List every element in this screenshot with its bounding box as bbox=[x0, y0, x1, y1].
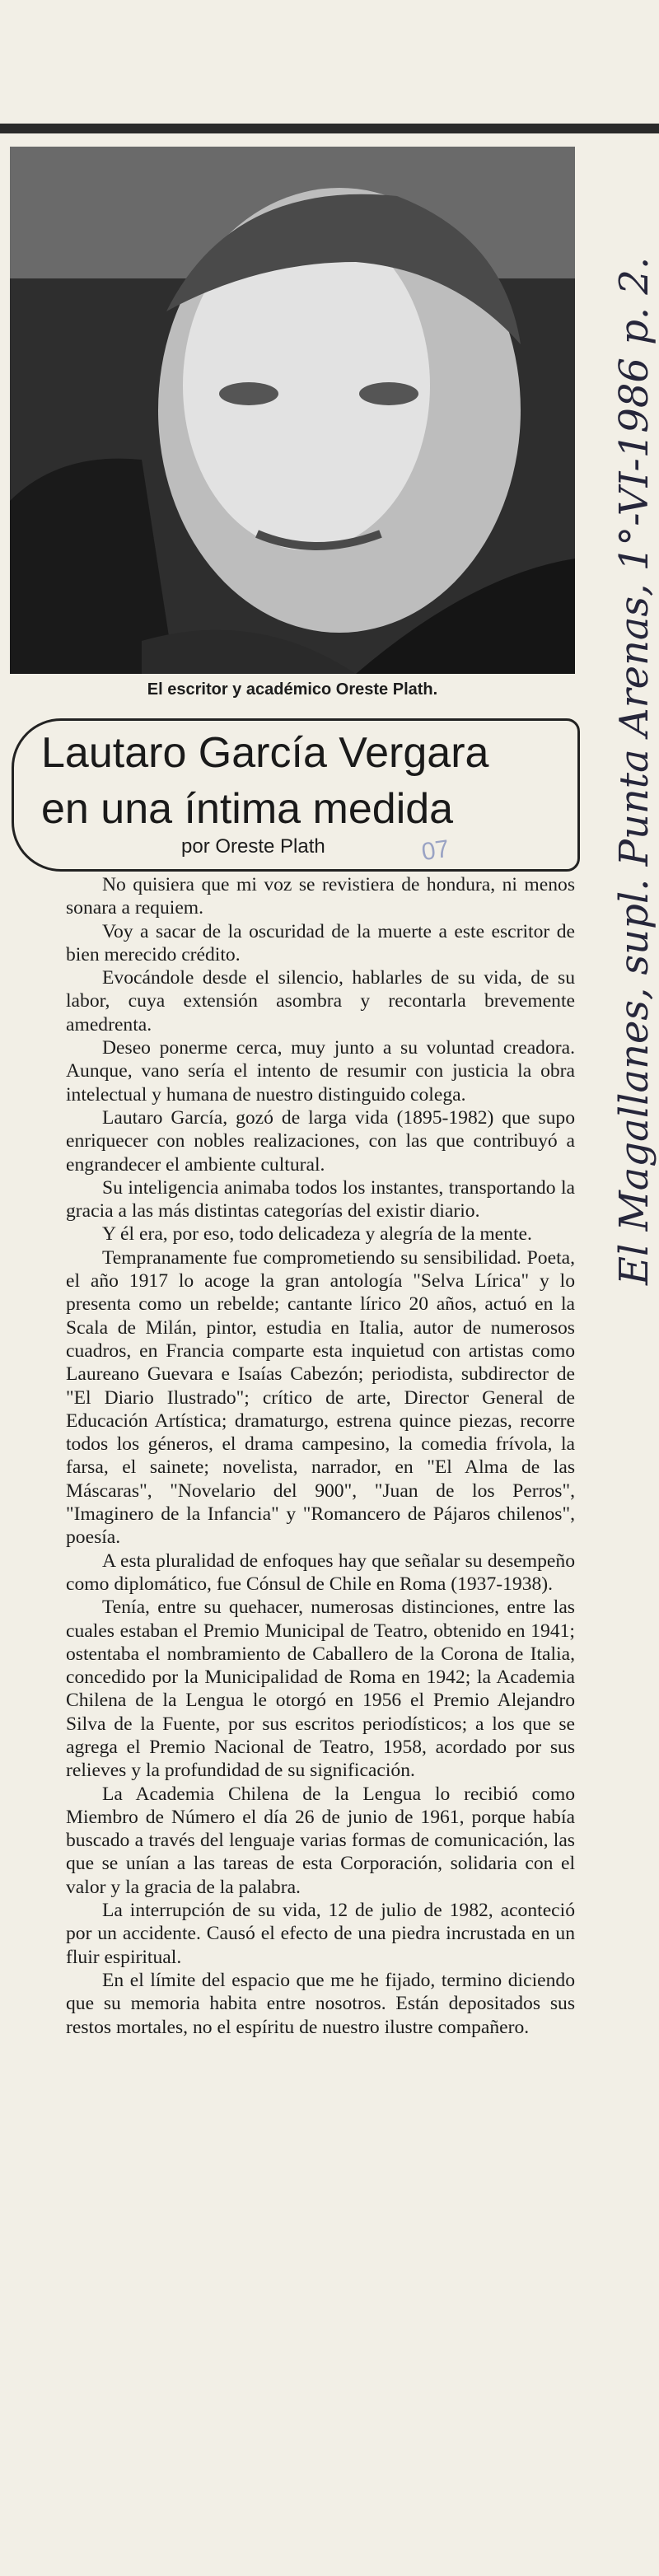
article-body bbox=[66, 873, 575, 2039]
archive-stamp: 07 bbox=[419, 835, 451, 867]
handwritten-note-text: El Magallanes, supl. Punta Arenas, 1°-VI-1986 p. 2. bbox=[611, 256, 657, 1285]
paragraph: Deseo ponerme cerca, muy junto a su voluntad creadora. Aunque, vano sería el intento de resumir con justicia la obra intelectual y humana de nuestro distinguido colega. bbox=[66, 1037, 575, 1106]
top-rule bbox=[0, 124, 659, 133]
title-line-2: en una íntima medida bbox=[41, 785, 454, 833]
paragraph: Tenía, entre su quehacer, numerosas distinciones, entre las cuales estaban el Premio Municipal de Teatro, obtenido en 1941; ostentaba el nombramiento de Caballero de la Corona de Italia, concedido por la Municipalidad de Roma en 1942; la Academia Chilena de la Lengua le otorgó en 1956 el Premio Alejandro Silva de la Fuente, por sus escritos periodísticos; a los que se agrega el Premio Nacional de Teatro, 1958, acordado por sus relieves y la profundidad de su significación. bbox=[66, 1597, 575, 1782]
paragraph: La interrupción de su vida, 12 de julio de 1982, aconteció por un accidente. Causó el efecto de una piedra incrustada en un fluir espiritual. bbox=[66, 1900, 575, 1968]
article-title bbox=[41, 725, 568, 837]
photo-caption: El escritor y académico Oreste Plath. bbox=[147, 680, 438, 699]
paragraph: A esta pluralidad de enfoques hay que señalar su desempeño como diplomático, fue Cónsul de Chile en Roma (1937-1938). bbox=[66, 1550, 575, 1595]
paragraph: Evocándole desde el silencio, hablarles de su vida, de su labor, cuya extensión asombra y recontarla brevemente amedrenta. bbox=[66, 967, 575, 1036]
paragraph: En el límite del espacio que me he fijado, termino diciendo que su memoria habita entre nosotros. Están depositados sus restos mortales, no el espíritu de nuestro ilustre compañero. bbox=[66, 1969, 575, 2038]
paragraph: No quisiera que mi voz se revistiera de hondura, ni menos sonara a requiem. bbox=[66, 874, 575, 919]
byline: por Oreste Plath bbox=[181, 835, 325, 858]
paragraph: Tempranamente fue comprometiendo su sensibilidad. Poeta, el año 1917 lo acoge la gran antología "Selva Lírica" y lo presenta como un rebelde; cantante lírico 20 años, actuó en la Scala de Milán, pintor, estudia en Italia, autor de numerosos cuadros, en Francia comparte esta inquietud con artistas como Laureano Guevara e Isaías Cabezón; periodista, subdirector de "El Diario Ilustrado"; crítico de arte, Director General de Educación Artística; dramaturgo, estrena quince piezas, recorre todos los géneros, el drama campesino, la comedia frívola, la farsa, el sainete; novelista, narrador, en "El Alma de las Máscaras", "Novelario del 900", "Juan de los Perros", "Imaginero de la Infancia" y "Romancero de Pájaros chilenos", poesía. bbox=[66, 1246, 575, 1549]
paragraph: Y él era, por eso, todo delicadeza y alegría de la mente. bbox=[102, 1223, 532, 1246]
paragraph: Voy a sacar de la oscuridad de la muerte a este escritor de bien merecido crédito. bbox=[66, 920, 575, 965]
portrait-photo bbox=[10, 147, 575, 674]
portrait-illustration bbox=[10, 147, 575, 674]
paragraph: La Academia Chilena de la Lengua lo recibió como Miembro de Número el día 26 de junio de 1961, porque había buscado a través del lenguaje varias formas de comunicación, las que se unían a las tareas de esta Corporación, solidaria con el valor y la gracia de la palabra. bbox=[66, 1783, 575, 1898]
paragraph: Lautaro García, gozó de larga vida (1895-1982) que supo enriquecer con nobles realizaciones, con las que contribuyó a engrandecer el ambiente cultural. bbox=[66, 1106, 575, 1176]
paragraph: Su inteligencia animaba todos los instantes, transportando la gracia a las más distintas categorías del existir diario. bbox=[66, 1176, 575, 1223]
title-line-1: Lautaro García Vergara bbox=[41, 729, 489, 777]
